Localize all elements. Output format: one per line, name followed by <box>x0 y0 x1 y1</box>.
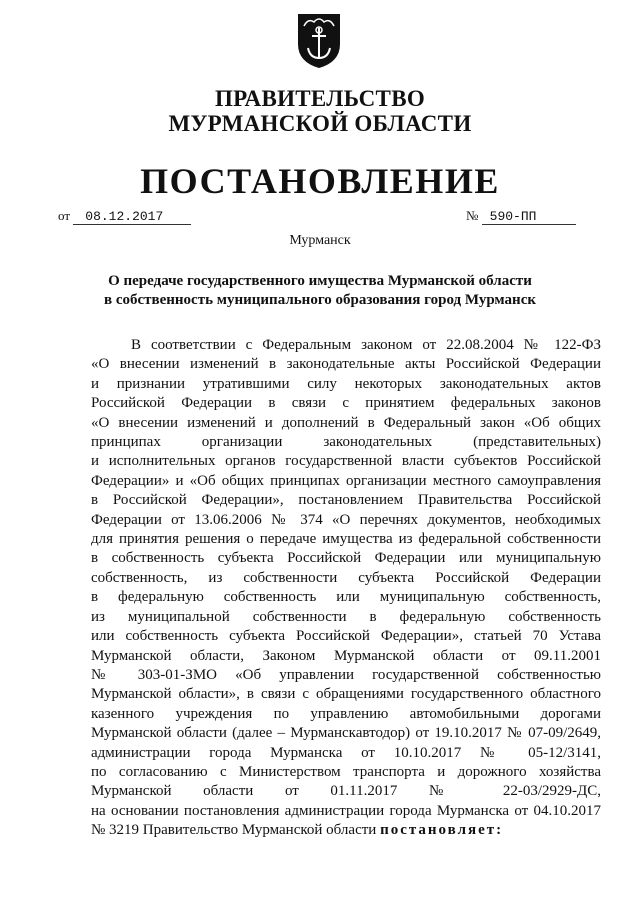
body-line: и признании утратившими силу некоторых законодательных актов <box>91 375 601 392</box>
document-title-line2: в собственность муниципального образования город Мурманск <box>103 292 536 308</box>
body-final-prefix: № 3219 Правительство Мурманской области <box>91 822 381 839</box>
number-block <box>466 208 576 225</box>
date-value: 08.12.2017 <box>73 210 191 225</box>
body-line: из муниципальной собственности в федеральную собственность <box>91 608 601 625</box>
body-line: В соответствии с Федеральным законом от 22.08.2004 № 122-ФЗ <box>131 337 601 353</box>
body-line-final <box>91 821 601 840</box>
number-label: № <box>466 208 479 223</box>
body-line: и исполнительных органов государственной власти субъектов Российской <box>91 453 601 470</box>
body-line: Мурманской области (далее – Мурманскавтодор) от 19.10.2017 № 07-09/2649, <box>91 725 601 742</box>
body-line: для принятия решения о передаче имущества из федеральной собственности <box>91 531 601 548</box>
body-line: Российской Федерации в связи с принятием федеральных законов <box>91 395 601 412</box>
body-line: принципах организации законодательных (представительных) <box>91 434 601 451</box>
body-line: Федерации» и «Об общих принципах организации местного самоуправления <box>91 472 601 489</box>
body-line: в Российской Федерации», постановлением Правительства Российской <box>91 492 601 509</box>
number-value: 590-ПП <box>482 210 576 225</box>
body-text <box>91 336 601 841</box>
resolves-keyword: постановляет: <box>380 822 504 839</box>
body-line: администрации города Мурманска от 10.10.2017 № 05-12/3141, <box>91 744 601 761</box>
org-name-line1: ПРАВИТЕЛЬСТВО <box>214 86 426 111</box>
org-name-line2: МУРМАНСКОЙ ОБЛАСТИ <box>168 111 472 136</box>
body-line: на основании постановления администрации города Мурманска от 04.10.2017 <box>91 802 601 819</box>
body-line: «О внесении изменений в законодательные акты Российской Федерации <box>91 356 601 373</box>
body-line: Федерации от 13.06.2006 № 374 «О перечнях документов, необходимых <box>91 511 601 528</box>
document-type: ПОСТАНОВЛЕНИЕ <box>140 161 500 201</box>
body-line: «О внесении изменений и дополнений в Федеральный закон «Об общих <box>91 414 601 431</box>
document-title-line1: О передаче государственного имущества Мурманской области <box>108 273 532 289</box>
body-line: казенного учреждения по управлению автомобильными дорогами <box>91 705 601 722</box>
date-block <box>58 208 191 225</box>
date-label: от <box>58 208 71 223</box>
body-line: в федеральную собственность или муниципальную собственность, <box>91 589 601 606</box>
body-line: собственность, из собственности субъекта Российской Федерации <box>91 569 601 586</box>
city: Мурманск <box>289 233 351 248</box>
body-line: Мурманской области», в связи с обращениями государственного областного <box>91 686 601 703</box>
coat-of-arms-icon <box>296 10 342 70</box>
body-line: Мурманской области, Законом Мурманской области от 09.11.2001 <box>91 647 601 664</box>
body-line: в собственность субъекта Российской Федерации или муниципальную <box>91 550 601 567</box>
body-line: № 303-01-ЗМО «Об управлении государственной собственностью <box>91 666 601 683</box>
body-line: Мурманской области от 01.11.2017 № 22-03/2929-ДС, <box>91 783 601 800</box>
body-line: или собственность субъекта Российской Федерации», статьей 70 Устава <box>91 628 601 645</box>
body-line: по согласованию с Министерством транспорта и дорожного хозяйства <box>91 763 601 780</box>
